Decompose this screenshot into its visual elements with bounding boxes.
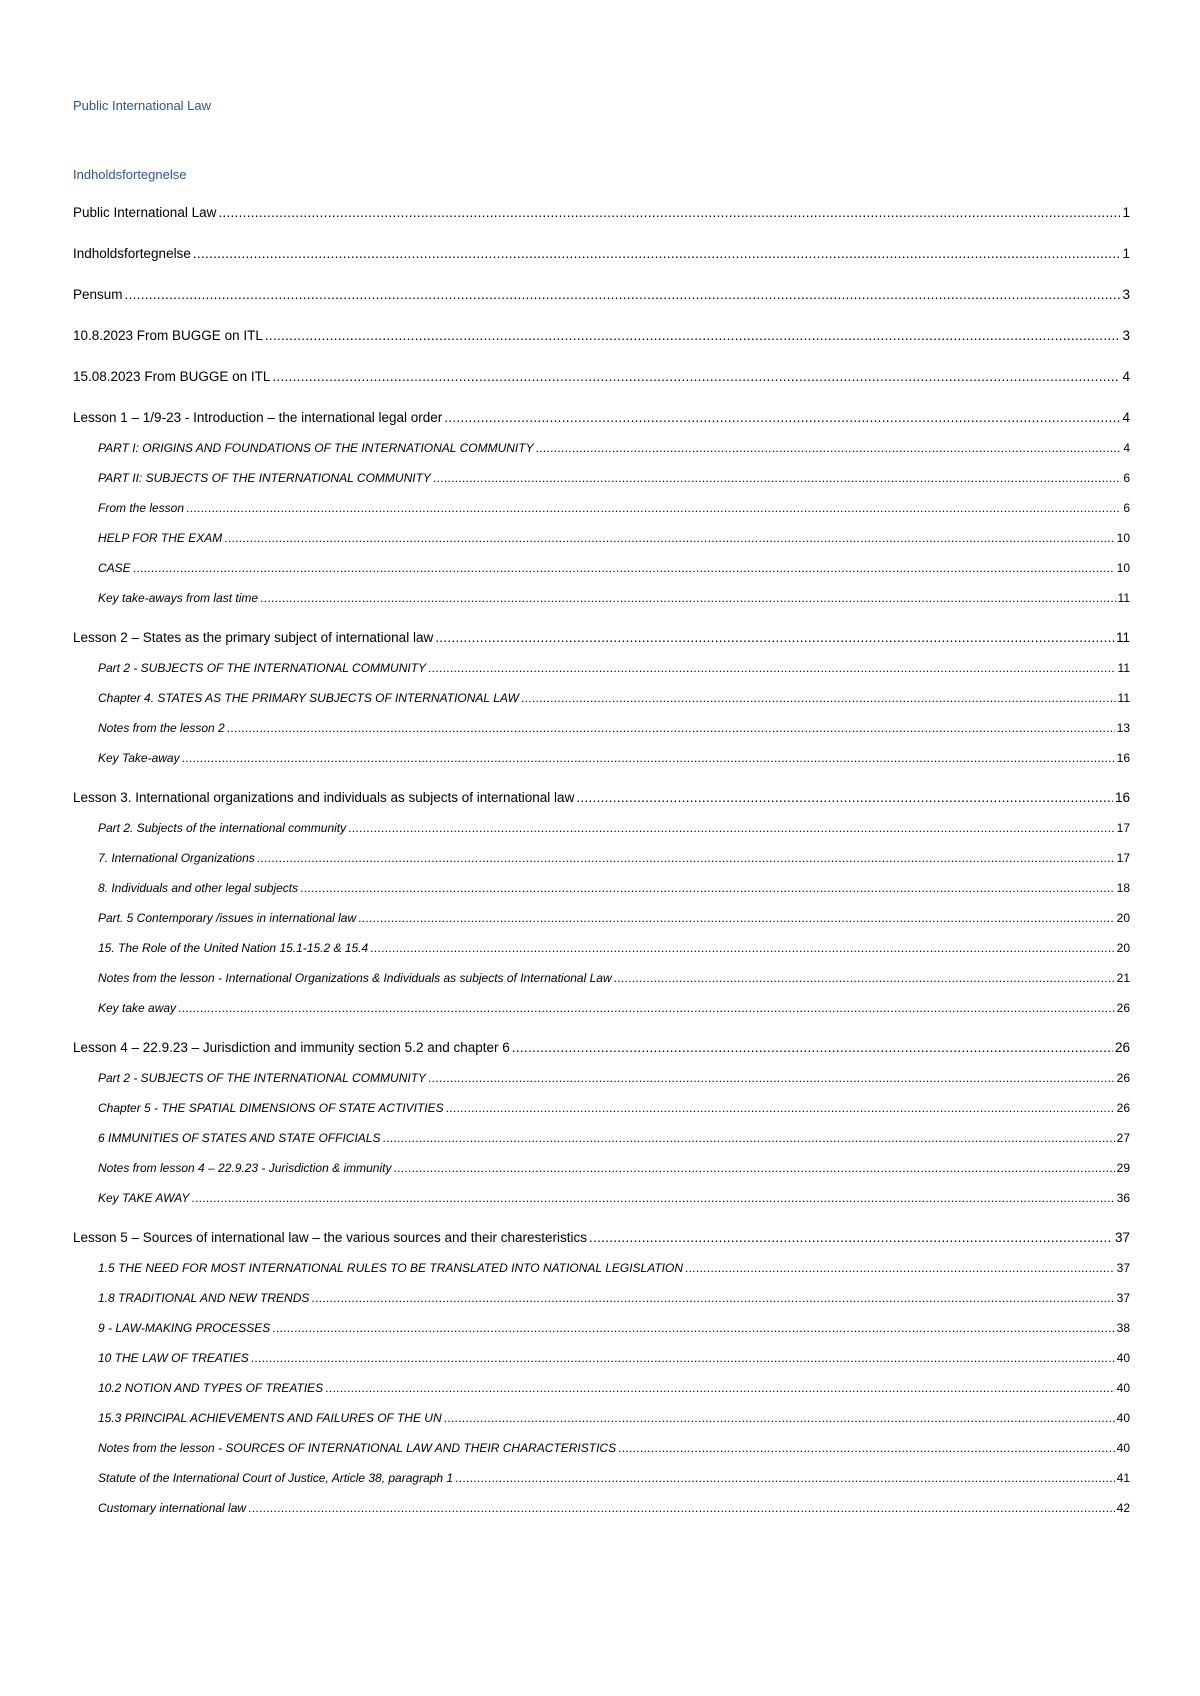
toc-entry-level2[interactable]	[98, 1158, 1130, 1178]
toc-entry-page-number: 6	[1123, 501, 1130, 515]
document-title: Public International Law	[73, 98, 212, 113]
toc-dot-leader	[393, 1158, 1114, 1178]
toc-dot-leader	[193, 244, 1121, 264]
toc-entry-level2[interactable]	[98, 1258, 1130, 1278]
toc-entry-page-number: 40	[1116, 1411, 1130, 1425]
toc-entry-label: Public International Law	[73, 205, 217, 220]
toc-entry-page-number: 26	[1114, 1040, 1130, 1055]
toc-entry-level2[interactable]	[98, 1318, 1130, 1338]
toc-dot-leader	[257, 848, 1115, 868]
toc-entry-label: Chapter 4. STATES AS THE PRIMARY SUBJECTS OF INTERNATIONAL LAW	[98, 691, 519, 705]
toc-entry-level2[interactable]	[98, 848, 1130, 868]
toc-entry-label: 15.3 PRINCIPAL ACHIEVEMENTS AND FAILURES OF THE UN	[98, 1411, 442, 1425]
toc-entry-level2[interactable]	[98, 588, 1130, 608]
toc-entry-label: Key take-aways from last time	[98, 591, 259, 605]
toc-entry-level1[interactable]	[73, 367, 1130, 387]
toc-entry-page-number: 16	[1114, 790, 1130, 805]
toc-entry-page-number: 4	[1123, 441, 1130, 455]
toc-dot-leader	[272, 367, 1120, 387]
toc-entry-page-number: 26	[1116, 1001, 1130, 1015]
toc-dot-leader	[311, 1288, 1114, 1308]
toc-entry-page-number: 37	[1116, 1291, 1130, 1305]
toc-entry-level2[interactable]	[98, 658, 1130, 678]
toc-dot-leader	[589, 1228, 1113, 1248]
toc-entry-label: PART II: SUBJECTS OF THE INTERNATIONAL COMMUNITY	[98, 471, 431, 485]
toc-entry-page-number: 16	[1116, 751, 1130, 765]
toc-dot-leader	[536, 438, 1122, 458]
toc-entry-label: Notes from the lesson - International Organizations & Individuals as subjects of International Law	[98, 971, 612, 985]
toc-dot-leader	[512, 1038, 1113, 1058]
toc-entry-page-number: 20	[1116, 911, 1130, 925]
toc-entry-label: 9 - LAW-MAKING PROCESSES	[98, 1321, 271, 1335]
toc-dot-leader	[433, 468, 1121, 488]
toc-entry-page-number: 37	[1116, 1261, 1130, 1275]
toc-entry-page-number: 1	[1122, 246, 1130, 261]
toc-dot-leader	[521, 688, 1116, 708]
toc-entry-label: 10 THE LAW OF TREATIES	[98, 1351, 249, 1365]
toc-entry-page-number: 10	[1116, 531, 1130, 545]
toc-dot-leader	[218, 203, 1120, 223]
toc-entry-label: Part 2 - SUBJECTS OF THE INTERNATIONAL COMMUNITY	[98, 661, 427, 675]
toc-dot-leader	[444, 408, 1120, 428]
toc-entry-level2[interactable]	[98, 1468, 1130, 1488]
toc-entry-page-number: 26	[1116, 1071, 1130, 1085]
toc-dot-leader	[428, 1068, 1115, 1088]
toc-entry-level1[interactable]	[73, 1228, 1130, 1248]
toc-entry-page-number: 10	[1116, 561, 1130, 575]
toc-entry-label: Customary international law	[98, 1501, 247, 1515]
toc-dot-leader	[260, 588, 1115, 608]
toc-entry-level2[interactable]	[98, 748, 1130, 768]
toc-entry-label: Part 2 - SUBJECTS OF THE INTERNATIONAL COMMUNITY	[98, 1071, 427, 1085]
toc-dot-leader	[444, 1408, 1115, 1428]
toc-entry-page-number: 27	[1116, 1131, 1130, 1145]
toc-entry-label: 10.8.2023 From BUGGE on ITL	[73, 328, 263, 343]
toc-entry-label: Lesson 2 – States as the primary subject of international law	[73, 630, 434, 645]
toc-dot-leader	[348, 818, 1115, 838]
toc-heading: Indholdsfortegnelse	[73, 167, 187, 182]
toc-entry-level1[interactable]	[73, 628, 1130, 648]
toc-entry-level1[interactable]	[73, 788, 1130, 808]
toc-entry-label: CASE	[98, 561, 131, 575]
toc-entry-page-number: 40	[1116, 1351, 1130, 1365]
toc-entry-level2[interactable]	[98, 1128, 1130, 1148]
toc-entry-level2[interactable]	[98, 528, 1130, 548]
toc-entry-label: Key TAKE AWAY	[98, 1191, 190, 1205]
toc-entry-page-number: 18	[1116, 881, 1130, 895]
toc-entry-level2[interactable]	[98, 818, 1130, 838]
toc-entry-label: 8. Individuals and other legal subjects	[98, 881, 299, 895]
toc-dot-leader	[300, 878, 1115, 898]
toc-entry-level2[interactable]	[98, 688, 1130, 708]
toc-entry-label: Notes from the lesson - SOURCES OF INTERNATIONAL LAW AND THEIR CHARACTERISTICS	[98, 1441, 617, 1455]
toc-entry-page-number: 38	[1116, 1321, 1130, 1335]
toc-entry-label: Notes from the lesson 2	[98, 721, 225, 735]
toc-entry-level2[interactable]	[98, 1438, 1130, 1458]
toc-entry-page-number: 4	[1122, 410, 1130, 425]
toc-entry-label: 15. The Role of the United Nation 15.1-15.2 & 15.4	[98, 941, 369, 955]
toc-entry-page-number: 17	[1116, 851, 1130, 865]
toc-dot-leader	[614, 968, 1115, 988]
toc-dot-leader	[178, 998, 1115, 1018]
toc-entry-page-number: 37	[1114, 1230, 1130, 1245]
toc-dot-leader	[182, 748, 1115, 768]
toc-entry-level2[interactable]	[98, 998, 1130, 1018]
toc-dot-leader	[446, 1098, 1115, 1118]
toc-entry-label: Indholdsfortegnelse	[73, 246, 191, 261]
toc-entry-label: Lesson 4 – 22.9.23 – Jurisdiction and immunity section 5.2 and chapter 6	[73, 1040, 510, 1055]
toc-entry-page-number: 11	[1117, 691, 1130, 705]
toc-entry-label: Lesson 5 – Sources of international law – the various sources and their charesteristics	[73, 1230, 588, 1245]
toc-dot-leader	[685, 1258, 1115, 1278]
toc-entry-level2[interactable]	[98, 1498, 1130, 1518]
toc-entry-label: 1.8 TRADITIONAL AND NEW TRENDS	[98, 1291, 310, 1305]
toc-entry-level2[interactable]	[98, 468, 1130, 488]
toc-entry-level1[interactable]	[73, 244, 1130, 264]
toc-entry-label: 10.2 NOTION AND TYPES OF TREATIES	[98, 1381, 324, 1395]
toc-entry-page-number: 42	[1116, 1501, 1130, 1515]
toc-entry-level2[interactable]	[98, 1348, 1130, 1368]
toc-dot-leader	[618, 1438, 1115, 1458]
toc-dot-leader	[325, 1378, 1114, 1398]
toc-entry-label: Key Take-away	[98, 751, 180, 765]
toc-entry-page-number: 13	[1116, 721, 1130, 735]
toc-entry-level2[interactable]	[98, 1288, 1130, 1308]
toc-entry-level2[interactable]	[98, 1378, 1130, 1398]
toc-dot-leader	[370, 938, 1114, 958]
toc-entry-page-number: 3	[1122, 328, 1130, 343]
toc-entry-label: Lesson 1 – 1/9-23 - Introduction – the international legal order	[73, 410, 443, 425]
toc-entry-page-number: 20	[1116, 941, 1130, 955]
toc-dot-leader	[227, 718, 1115, 738]
toc-entry-label: From the lesson	[98, 501, 185, 515]
toc-entry-label: Part 2. Subjects of the international community	[98, 821, 347, 835]
toc-entry-label: 7. International Organizations	[98, 851, 255, 865]
toc-dot-leader	[428, 658, 1115, 678]
toc-dot-leader	[272, 1318, 1114, 1338]
toc-entry-label: HELP FOR THE EXAM	[98, 531, 223, 545]
toc-entry-label: 6 IMMUNITIES OF STATES AND STATE OFFICIALS	[98, 1131, 381, 1145]
toc-entry-page-number: 11	[1117, 661, 1130, 675]
toc-entry-level2[interactable]	[98, 1068, 1130, 1088]
toc-dot-leader	[265, 326, 1121, 346]
toc-dot-leader	[435, 628, 1114, 648]
toc-entry-page-number: 6	[1123, 471, 1130, 485]
toc-entry-label: Lesson 3. International organizations and individuals as subjects of international law	[73, 790, 575, 805]
toc-entry-level1[interactable]	[73, 408, 1130, 428]
toc-entry-level2[interactable]	[98, 558, 1130, 578]
toc-entry-label: Part. 5 Contemporary /issues in international law	[98, 911, 357, 925]
toc-entry-level2[interactable]	[98, 438, 1130, 458]
toc-dot-leader	[224, 528, 1114, 548]
toc-dot-leader	[358, 908, 1115, 928]
toc-entry-level1[interactable]	[73, 326, 1130, 346]
toc-entry-label: Notes from lesson 4 – 22.9.23 - Jurisdiction & immunity	[98, 1161, 392, 1175]
toc-dot-leader	[455, 1468, 1115, 1488]
toc-dot-leader	[125, 285, 1121, 305]
toc-entry-page-number: 11	[1115, 630, 1130, 645]
toc-entry-page-number: 29	[1116, 1161, 1130, 1175]
toc-entry-page-number: 36	[1116, 1191, 1130, 1205]
toc-entry-page-number: 11	[1117, 591, 1130, 605]
toc-dot-leader	[186, 498, 1121, 518]
toc-dot-leader	[248, 1498, 1115, 1518]
toc-entry-level2[interactable]	[98, 1408, 1130, 1428]
toc-entry-level2[interactable]	[98, 498, 1130, 518]
toc-entry-level1[interactable]	[73, 203, 1130, 223]
toc-dot-leader	[382, 1128, 1114, 1148]
toc-entry-label: Statute of the International Court of Justice, Article 38, paragraph 1	[98, 1471, 454, 1485]
toc-entry-level2[interactable]	[98, 968, 1130, 988]
toc-entry-label: 15.08.2023 From BUGGE on ITL	[73, 369, 271, 384]
toc-entry-label: Key take away	[98, 1001, 177, 1015]
toc-dot-leader	[191, 1188, 1114, 1208]
toc-entry-page-number: 40	[1116, 1381, 1130, 1395]
toc-entry-label: PART I: ORIGINS AND FOUNDATIONS OF THE INTERNATIONAL COMMUNITY	[98, 441, 534, 455]
toc-entry-page-number: 4	[1122, 369, 1130, 384]
toc-entry-level2[interactable]	[98, 1098, 1130, 1118]
toc-entry-page-number: 41	[1116, 1471, 1130, 1485]
toc-entry-page-number: 1	[1122, 205, 1130, 220]
toc-entry-page-number: 17	[1116, 821, 1130, 835]
toc-entry-level2[interactable]	[98, 938, 1130, 958]
toc-entry-page-number: 21	[1116, 971, 1130, 985]
toc-dot-leader	[576, 788, 1113, 808]
toc-entry-level1[interactable]	[73, 285, 1130, 305]
toc-entry-page-number: 26	[1116, 1101, 1130, 1115]
toc-entry-page-number: 3	[1122, 287, 1130, 302]
toc-entry-level2[interactable]	[98, 908, 1130, 928]
toc-dot-leader	[133, 558, 1115, 578]
toc-dot-leader	[251, 1348, 1115, 1368]
toc-entry-level1[interactable]	[73, 1038, 1130, 1058]
toc-entry-page-number: 40	[1116, 1441, 1130, 1455]
toc-entry-label: 1.5 THE NEED FOR MOST INTERNATIONAL RULES TO BE TRANSLATED INTO NATIONAL LEGISLATION	[98, 1261, 684, 1275]
toc-entry-level2[interactable]	[98, 718, 1130, 738]
toc-entry-label: Chapter 5 - THE SPATIAL DIMENSIONS OF STATE ACTIVITIES	[98, 1101, 444, 1115]
toc-entry-level2[interactable]	[98, 1188, 1130, 1208]
toc-entry-label: Pensum	[73, 287, 123, 302]
toc-entry-level2[interactable]	[98, 878, 1130, 898]
